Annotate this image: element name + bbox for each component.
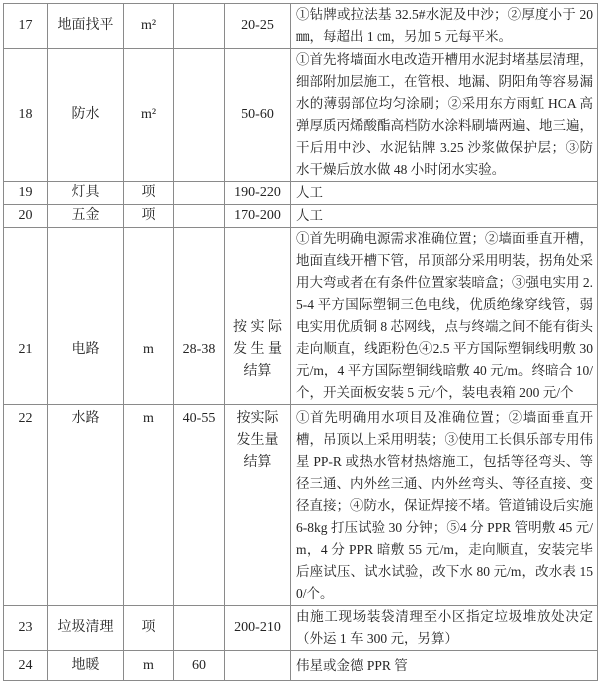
item-name-cell: 地暖 — [48, 651, 124, 681]
settlement-note-line: 发生量 — [236, 433, 279, 448]
unit-price-cell — [174, 205, 225, 228]
unit-price-cell — [174, 4, 225, 49]
unit-price-cell — [174, 182, 225, 205]
row-number-cell: 20 — [4, 205, 48, 228]
price-range-cell: 170-200 — [225, 205, 291, 228]
price-range-cell: 50-60 — [225, 49, 291, 182]
description-cell: 伟星或金德 PPR 管 — [291, 651, 598, 681]
unit-cell: m — [124, 228, 174, 405]
unit-cell: 项 — [124, 182, 174, 205]
item-name-cell: 灯具 — [48, 182, 124, 205]
unit-cell: m² — [124, 49, 174, 182]
description-cell: 由施工现场装袋清理至小区指定垃圾堆放处决定（外运 1 车 300 元，另算） — [291, 606, 598, 651]
item-name-cell: 水路 — [48, 405, 124, 606]
row-number-cell: 18 — [4, 49, 48, 182]
settlement-note-line: 结算 — [243, 455, 272, 470]
settlement-note-line: 发 生 量 — [233, 342, 282, 357]
unit-cell: 项 — [124, 606, 174, 651]
table-row — [4, 228, 598, 405]
table-row — [4, 49, 598, 182]
unit-cell: m² — [124, 4, 174, 49]
row-number-cell: 23 — [4, 606, 48, 651]
unit-price-cell — [174, 49, 225, 182]
item-name-cell: 地面找平 — [48, 4, 124, 49]
settlement-note-line: 按 实 际 — [233, 320, 282, 335]
item-name-cell: 防水 — [48, 49, 124, 182]
price-range-cell: 20-25 — [225, 4, 291, 49]
price-range-cell — [225, 405, 291, 606]
description-cell: ①首先明确用水项目及准确位置；②墙面垂直开槽，吊顶以上采用明装；③使用工长俱乐部专用伟星 PP-R 或热水管材热熔施工，包括等径弯头、等径三通、内外丝三通、内外丝弯头、等径直接、变径直接；④防水，保证焊接不堵。管道铺设后实施 6-8kg 打压试验 30 分钟；⑤4 分 PPR 管明敷 45 元/m，4 分 PPR 暗敷 55 元/m，走向顺直，安装完毕后座试压、试水试验，改下水 80 元/m，改水表 150/个。 — [291, 405, 598, 606]
unit-cell: m — [124, 651, 174, 681]
item-name-cell: 五金 — [48, 205, 124, 228]
table-row — [4, 4, 598, 49]
table-row — [4, 182, 598, 205]
item-name-cell: 电路 — [48, 228, 124, 405]
description-cell: 人工 — [291, 182, 598, 205]
item-name-cell: 垃圾清理 — [48, 606, 124, 651]
row-number-cell: 24 — [4, 651, 48, 681]
row-number-cell: 21 — [4, 228, 48, 405]
description-cell: 人工 — [291, 205, 598, 228]
unit-cell: 项 — [124, 205, 174, 228]
price-range-cell: 200-210 — [225, 606, 291, 651]
settlement-note-line: 结算 — [243, 364, 272, 379]
description-cell: ①首先明确电源需求准确位置；②墙面垂直开槽，地面直线开槽下管，吊顶部分采用明装，拐角处采用大弯或者在有条件位置家装暗盒；③强电实用 2.5-4 平方国际塑铜三色电线，优质绝缘穿线管，弱电实用优质铜 8 芯网线，点与终端之间不能有街头走向顺直，线距粉色④2.5 平方国际塑铜线明敷 30 元/m，4 平方国际塑铜线暗敷 40 元/m。终暗合 10/个，开关面板安装 5 元/个，装电表箱 200 元/个 — [291, 228, 598, 405]
settlement-note-line: 按实际 — [236, 411, 279, 426]
table-row — [4, 651, 598, 681]
unit-price-cell — [174, 606, 225, 651]
description-cell: ①首先将墙面水电改造开槽用水泥封堵基层清理，细部附加层施工，在管根、地漏、阴阳角等容易漏水的薄弱部位均匀涂刷；②采用东方雨虹 HCA 高弹厚质丙烯酸酯高档防水涂料刷墙两遍、地三遍，干后用中沙、水泥钻牌 3.25 沙浆做保护层；③防水干燥后放水做 48 小时闭水实验。 — [291, 49, 598, 182]
description-cell: ①钻牌或拉法基 32.5#水泥及中沙；②厚度小于 20 ㎜，每超出 1 ㎝，另加 5 元每平米。 — [291, 4, 598, 49]
row-number-cell: 22 — [4, 405, 48, 606]
table-row — [4, 205, 598, 228]
table-row — [4, 405, 598, 606]
unit-price-cell: 40-55 — [174, 405, 225, 606]
row-number-cell: 17 — [4, 4, 48, 49]
price-range-cell — [225, 228, 291, 405]
price-range-cell — [225, 651, 291, 681]
unit-price-cell: 60 — [174, 651, 225, 681]
row-number-cell: 19 — [4, 182, 48, 205]
price-range-cell: 190-220 — [225, 182, 291, 205]
price-table-body — [4, 4, 598, 681]
unit-cell: m — [124, 405, 174, 606]
price-table — [3, 3, 598, 681]
table-row — [4, 606, 598, 651]
unit-price-cell: 28-38 — [174, 228, 225, 405]
